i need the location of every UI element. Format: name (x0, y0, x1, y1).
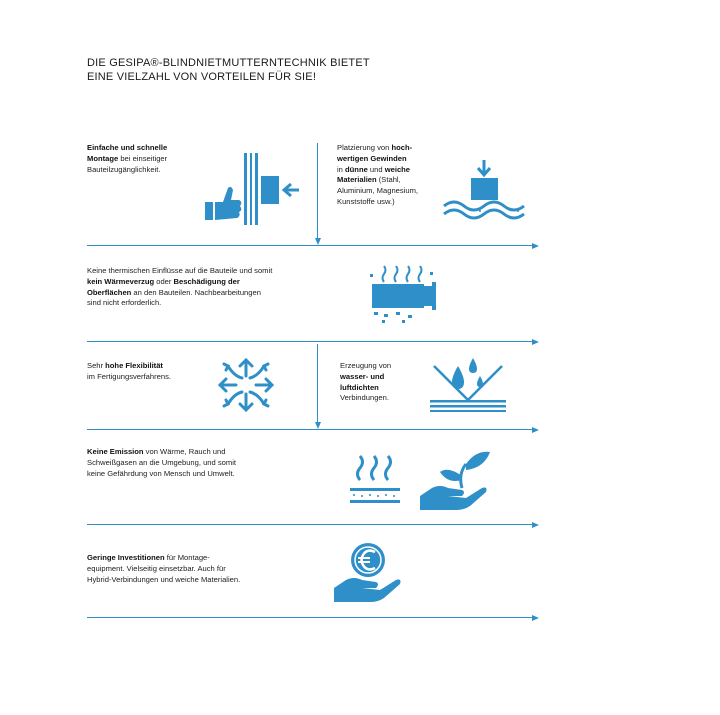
text-no-thermal: Keine thermischen Einflüsse auf die Bauteile und somit kein Wärmeverzug oder Beschädigung der Oberflächen an den Bauteilen. Nachbearbeitungen sind nicht erforderlich. (87, 266, 273, 308)
plant-hand-icon (418, 448, 492, 514)
divider-vertical-1 (317, 143, 318, 240)
text-low-investment: Geringe Investitionen für Montage- equipment. Vielseitig einsetzbar. Auch für Hybrid-Verbindungen und weiche Materialien. (87, 553, 241, 584)
divider-arrow-down-1 (315, 238, 321, 245)
divider-arrow-1 (532, 243, 539, 249)
divider-arrow-5 (532, 615, 539, 621)
text-water-airtight: Erzeugung von wasser- und luftdichten Verbindungen. (340, 361, 392, 403)
text-threads-thin-materials: Platzierung von hoch- wertigen Gewinden in dünne und weiche Materialien (Stahl, Aluminium, Magnesium, Kunststoffe usw.) (337, 143, 419, 206)
water-drops-icon (428, 356, 508, 412)
heat-pipe-icon (368, 262, 440, 326)
divider-line-3 (87, 429, 533, 430)
text-easy-assembly: Einfache und schnelle Montage bei einseitiger Bauteilzugänglichkeit. (87, 143, 168, 174)
divider-line-4 (87, 524, 533, 525)
text-flexibility: Sehr hohe Flexibilität im Fertigungsverfahrens. (87, 361, 171, 381)
title-line-1: DIE GESIPA®-BLINDNIETMUTTERNTECHNIK BIETET (87, 57, 370, 69)
four-arrows-icon (216, 356, 276, 414)
heat-waves-icon (348, 452, 404, 508)
press-down-icon (440, 158, 528, 228)
thumbs-up-icon (203, 150, 303, 226)
divider-arrow-2 (532, 339, 539, 345)
divider-arrow-4 (532, 522, 539, 528)
divider-line-5 (87, 617, 533, 618)
page-title (87, 56, 370, 84)
divider-line-2 (87, 341, 533, 342)
divider-line-1 (87, 245, 533, 246)
text-no-emission: Keine Emission von Wärme, Rauch und Schweißgasen an die Umgebung, und somit keine Gefährdung von Mensch und Umwelt. (87, 447, 237, 478)
title-line-2: EINE VIELZAHL VON VORTEILEN FÜR SIE! (87, 71, 317, 83)
divider-arrow-3 (532, 427, 539, 433)
divider-vertical-2 (317, 344, 318, 424)
euro-hand-icon (332, 540, 406, 606)
divider-arrow-down-2 (315, 422, 321, 429)
